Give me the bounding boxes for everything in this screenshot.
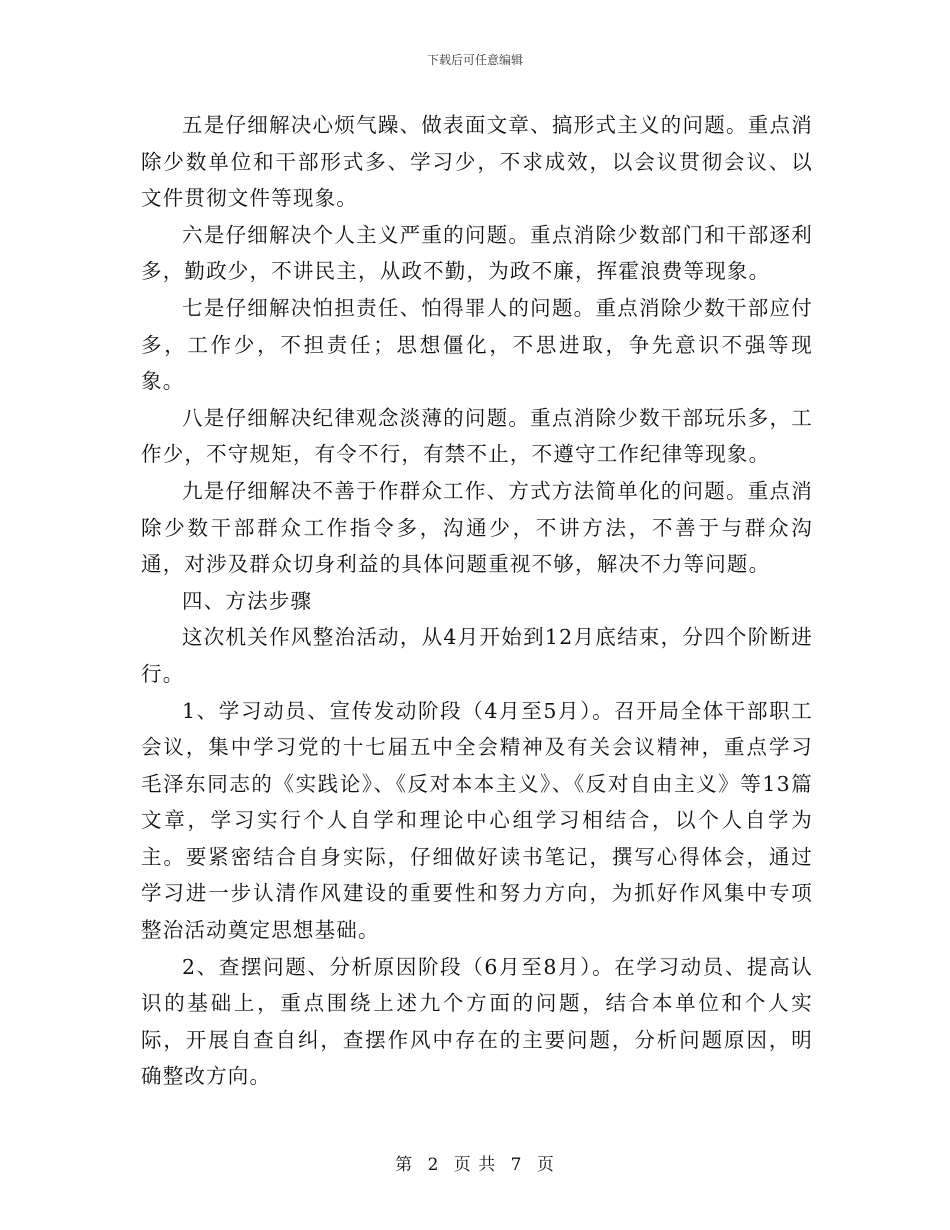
section-heading-methods: 四、方法步骤 [182, 588, 313, 613]
current-page-number: 2 [427, 1155, 440, 1175]
paragraph-item-7: 七是仔细解决怕担责任、怕得罪人的问题。重点消除少数干部应付多，工作少，不担责任；思想僵化，不思进取，争先意识不强等现象。 [141, 295, 813, 394]
paragraph-step-2: 2、查摆问题、分析原因阶段（6月至8月）。在学习动员、提高认识的基础上，重点围绕上述九个方面的问题，结合本单位和个人实际，开展自查自纠，查摆作风中存在的主要问题，分析问题原因，明确整改方向。 [141, 954, 813, 1089]
page-footer [0, 1154, 950, 1176]
footer-prefix: 第 [395, 1155, 414, 1175]
paragraph-item-9: 九是仔细解决不善于作群众工作、方式方法简单化的问题。重点消除少数干部群众工作指令多，沟通少，不讲方法，不善于与群众沟通，对涉及群众切身利益的具体问题重视不够，解决不力等问题。 [141, 478, 813, 577]
paragraph-item-8: 八是仔细解决纪律观念淡薄的问题。重点消除少数干部玩乐多，工作少，不守规矩，有令不行，有禁不止，不遵守工作纪律等现象。 [141, 405, 813, 467]
footer-middle: 页 共 [453, 1155, 497, 1175]
paragraph-step-1: 1、学习动员、宣传发动阶段（4月至5月）。召开局全体干部职工会议，集中学习党的十七届五中全会精神及有关会议精神，重点学习毛泽东同志的《实践论》、《反对本本主义》、《反对自由主义》等13篇文章，学习实行个人自学和理论中心组学习相结合，以个人自学为主。要紧密结合自身实际，仔细做好读书笔记，撰写心得体会，通过学习进一步认清作风建设的重要性和努力方向，为抓好作风集中专项整治活动奠定思想基础。 [141, 698, 813, 943]
page-header-note: 下载后可任意编辑 [426, 53, 523, 67]
paragraph-schedule: 这次机关作风整治活动，从4月开始到12月底结束，分四个阶断进行。 [141, 625, 813, 686]
paragraph-item-6: 六是仔细解决个人主义严重的问题。重点消除少数部门和干部逐利多，勤政少，不讲民主，从政不勤，为政不廉，挥霍浪费等现象。 [141, 222, 813, 284]
document-body [141, 107, 813, 1095]
paragraph-item-5: 五是仔细解决心烦气躁、做表面文章、搞形式主义的问题。重点消除少数单位和干部形式多、学习少，不求成效，以会议贯彻会议、以文件贯彻文件等现象。 [141, 113, 813, 211]
footer-suffix: 页 [536, 1155, 555, 1175]
total-pages-number: 7 [510, 1155, 523, 1175]
